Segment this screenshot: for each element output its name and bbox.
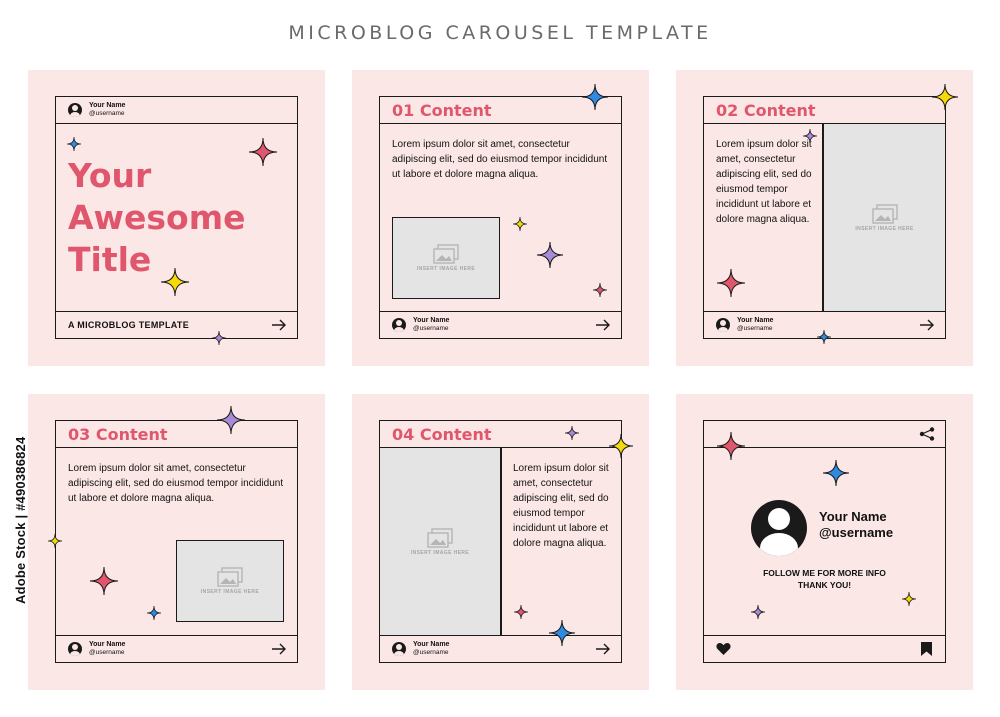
profile-avatar: [751, 500, 807, 556]
follow-line: FOLLOW ME FOR MORE INFO: [763, 568, 886, 578]
sparkle-icon: [565, 426, 579, 440]
slide-cover: [28, 70, 325, 366]
sparkle-icon: [803, 129, 817, 143]
slide-04: [352, 394, 649, 690]
slide-02: [676, 70, 973, 366]
image-placeholder[interactable]: [380, 448, 500, 635]
user-avatar-icon: [392, 318, 406, 332]
profile-name: Your Name: [819, 509, 887, 524]
sparkle-icon: [581, 83, 609, 111]
sparkle-icon: [931, 83, 959, 111]
sparkle-icon: [548, 619, 576, 647]
image-placeholder-icon: [217, 567, 243, 587]
image-placeholder[interactable]: [392, 217, 500, 299]
page-heading: MICROBLOG CAROUSEL TEMPLATE: [288, 22, 712, 44]
sparkle-icon: [514, 605, 528, 619]
user-avatar-icon: [716, 318, 730, 332]
sparkle-icon: [67, 137, 81, 151]
arrow-right-icon[interactable]: [919, 318, 935, 332]
arrow-right-icon[interactable]: [595, 642, 611, 656]
profile-handle: @username: [819, 525, 894, 540]
arrow-right-icon[interactable]: [595, 318, 611, 332]
sparkle-icon: [160, 267, 190, 297]
follow-message: [704, 567, 945, 591]
slide-header: [56, 97, 297, 124]
share-icon[interactable]: [919, 427, 935, 441]
user-name: Your Name: [413, 641, 450, 648]
slide-footer: [380, 635, 621, 662]
sparkle-icon: [248, 137, 278, 167]
user-name: Your Name: [89, 641, 126, 648]
slide-header: [56, 421, 297, 448]
slide-footer: [56, 311, 297, 338]
cover-title-line: Title: [68, 240, 152, 279]
image-placeholder-label: INSERT IMAGE HERE: [410, 549, 470, 556]
heart-icon[interactable]: [716, 642, 731, 656]
slide-footer: [380, 311, 621, 338]
slide-03: [28, 394, 325, 690]
sparkle-icon: [751, 605, 765, 619]
slide-header: [704, 97, 945, 124]
sparkle-icon: [817, 330, 831, 344]
image-placeholder-label: INSERT IMAGE HERE: [200, 589, 260, 595]
user-handle: @username: [413, 325, 449, 332]
user-handle: @username: [89, 649, 125, 656]
cover-title-line: Your: [68, 156, 152, 195]
sparkle-icon: [512, 216, 528, 232]
slide-footer: [56, 635, 297, 662]
image-placeholder-label: INSERT IMAGE HERE: [855, 225, 914, 232]
slide-frame: [703, 96, 946, 339]
user-name: Your Name: [737, 317, 774, 324]
stock-id: Adobe Stock | #490386824: [13, 436, 28, 604]
image-placeholder[interactable]: [824, 124, 945, 311]
sparkle-icon: [48, 534, 62, 548]
thank-you-line: THANK YOU!: [797, 580, 852, 590]
slide-01: [352, 70, 649, 366]
slide-frame: [379, 96, 622, 339]
user-handle: @username: [737, 325, 773, 332]
sparkle-icon: [902, 592, 916, 606]
slide-title: 04 Content: [392, 425, 492, 444]
slide-body-text: Lorem ipsum dolor sit amet, consectetur adipiscing elit, sed do eiusmod tempor incididunt ut labore et dolore magna aliqua.: [68, 463, 284, 504]
bookmark-icon[interactable]: [920, 641, 933, 657]
sparkle-icon: [89, 566, 119, 596]
slide-frame: [379, 420, 622, 663]
user-handle: @username: [413, 649, 449, 656]
slide-frame: [55, 96, 298, 339]
sparkle-icon: [592, 282, 608, 298]
sparkle-icon: [147, 606, 161, 620]
image-placeholder-icon: [872, 204, 898, 224]
slide-header: [380, 421, 621, 448]
cover-title-line: Awesome: [68, 198, 246, 237]
user-avatar-icon: [68, 642, 82, 656]
slide-body-text: Lorem ipsum dolor sit amet, consectetur adipiscing elit, sed do eiusmod tempor incididunt ut labore et dolore magna aliqua.: [513, 463, 609, 549]
user-avatar-icon: [68, 103, 82, 117]
user-avatar-icon: [392, 642, 406, 656]
user-name: Your Name: [89, 102, 126, 109]
slide-final: [676, 394, 973, 690]
sparkle-icon: [822, 459, 850, 487]
slide-body-text: Lorem ipsum dolor sit amet, consectetur adipiscing elit, sed do eiusmod tempor incididunt ut labore et dolore magna aliqua.: [392, 139, 608, 180]
slide-title: 02 Content: [716, 101, 816, 120]
user-handle: @username: [89, 110, 125, 117]
sparkle-icon: [536, 241, 564, 269]
sparkle-icon: [716, 431, 746, 461]
sparkle-icon: [608, 433, 634, 459]
image-placeholder-label: INSERT IMAGE HERE: [416, 266, 476, 272]
user-name: Your Name: [413, 317, 450, 324]
slide-frame: [55, 420, 298, 663]
slide-title: 03 Content: [68, 425, 168, 444]
image-placeholder[interactable]: [176, 540, 284, 622]
image-placeholder-icon: [427, 528, 453, 548]
slide-body-text: Lorem ipsum dolor sit amet, consectetur adipiscing elit, sed do eiusmod tempor incididunt ut labore et dolore magna aliqua.: [716, 139, 812, 225]
cover-title: [68, 155, 246, 281]
sparkle-icon: [716, 268, 746, 298]
arrow-right-icon[interactable]: [271, 318, 287, 332]
sparkle-icon: [212, 331, 226, 345]
slide-title: 01 Content: [392, 101, 492, 120]
sparkle-icon: [216, 405, 246, 435]
image-placeholder-icon: [433, 244, 459, 264]
arrow-right-icon[interactable]: [271, 642, 287, 656]
cover-footer-label: A MICROBLOG TEMPLATE: [68, 320, 189, 330]
column-divider: [500, 448, 502, 635]
slide-footer: [704, 635, 945, 662]
